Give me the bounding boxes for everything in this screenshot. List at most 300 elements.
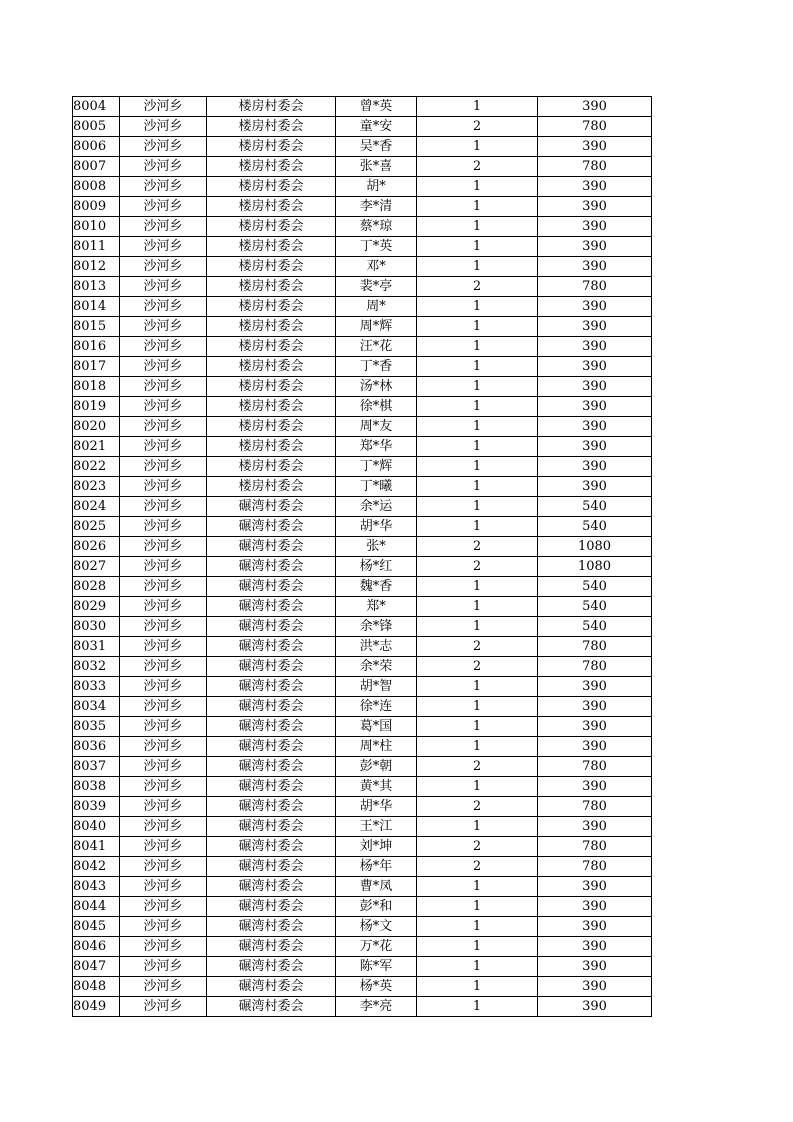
amount-cell: 390 [538,97,652,117]
amount-cell: 390 [538,877,652,897]
name-cell: 徐*连 [336,697,417,717]
table-row [73,197,652,217]
village-committee-cell: 楼房村委会 [207,237,336,257]
table-row [73,297,652,317]
village-committee-cell: 碾湾村委会 [207,557,336,577]
township-cell: 沙河乡 [120,597,207,617]
township-cell: 沙河乡 [120,177,207,197]
township-cell: 沙河乡 [120,277,207,297]
table-row [73,157,652,177]
name-cell: 洪*志 [336,637,417,657]
row-id-cell: 8012 [73,257,120,277]
table-row [73,137,652,157]
township-cell: 沙河乡 [120,497,207,517]
household-count-cell: 1 [417,297,538,317]
household-count-cell: 1 [417,777,538,797]
name-cell: 周*辉 [336,317,417,337]
amount-cell: 390 [538,397,652,417]
township-cell: 沙河乡 [120,677,207,697]
village-committee-cell: 碾湾村委会 [207,817,336,837]
amount-cell: 390 [538,717,652,737]
household-count-cell: 1 [417,617,538,637]
row-id-cell: 8010 [73,217,120,237]
row-id-cell: 8042 [73,857,120,877]
amount-cell: 390 [538,237,652,257]
name-cell: 裴*亭 [336,277,417,297]
row-id-cell: 8007 [73,157,120,177]
village-committee-cell: 楼房村委会 [207,277,336,297]
row-id-cell: 8024 [73,497,120,517]
village-committee-cell: 碾湾村委会 [207,797,336,817]
name-cell: 杨*年 [336,857,417,877]
amount-cell: 780 [538,637,652,657]
name-cell: 胡*智 [336,677,417,697]
township-cell: 沙河乡 [120,997,207,1017]
household-count-cell: 1 [417,917,538,937]
household-count-cell: 1 [417,177,538,197]
row-id-cell: 8027 [73,557,120,577]
table-row [73,577,652,597]
township-cell: 沙河乡 [120,117,207,137]
township-cell: 沙河乡 [120,437,207,457]
amount-cell: 390 [538,137,652,157]
township-cell: 沙河乡 [120,577,207,597]
table-row [73,717,652,737]
household-count-cell: 2 [417,797,538,817]
amount-cell: 390 [538,897,652,917]
row-id-cell: 8022 [73,457,120,477]
row-id-cell: 8029 [73,597,120,617]
name-cell: 刘*坤 [336,837,417,857]
amount-cell: 390 [538,217,652,237]
household-count-cell: 1 [417,97,538,117]
village-committee-cell: 楼房村委会 [207,217,336,237]
township-cell: 沙河乡 [120,957,207,977]
amount-cell: 540 [538,617,652,637]
township-cell: 沙河乡 [120,977,207,997]
household-count-cell: 1 [417,417,538,437]
village-committee-cell: 碾湾村委会 [207,997,336,1017]
name-cell: 李*亮 [336,997,417,1017]
name-cell: 童*安 [336,117,417,137]
row-id-cell: 8033 [73,677,120,697]
name-cell: 张* [336,537,417,557]
village-committee-cell: 碾湾村委会 [207,897,336,917]
household-count-cell: 1 [417,237,538,257]
table-row [73,177,652,197]
name-cell: 吴*香 [336,137,417,157]
name-cell: 彭*朝 [336,757,417,777]
name-cell: 杨*红 [336,557,417,577]
village-committee-cell: 碾湾村委会 [207,977,336,997]
amount-cell: 390 [538,337,652,357]
amount-cell: 390 [538,477,652,497]
township-cell: 沙河乡 [120,517,207,537]
table-row [73,97,652,117]
household-count-cell: 1 [417,957,538,977]
table-row [73,957,652,977]
row-id-cell: 8047 [73,957,120,977]
household-count-cell: 1 [417,137,538,157]
township-cell: 沙河乡 [120,757,207,777]
amount-cell: 390 [538,697,652,717]
household-count-cell: 1 [417,377,538,397]
township-cell: 沙河乡 [120,897,207,917]
township-cell: 沙河乡 [120,877,207,897]
household-count-cell: 1 [417,317,538,337]
household-count-cell: 1 [417,677,538,697]
row-id-cell: 8020 [73,417,120,437]
beneficiary-table [72,96,652,1017]
amount-cell: 390 [538,957,652,977]
household-count-cell: 1 [417,937,538,957]
name-cell: 胡*华 [336,517,417,537]
row-id-cell: 8034 [73,697,120,717]
village-committee-cell: 楼房村委会 [207,437,336,457]
household-count-cell: 1 [417,977,538,997]
village-committee-cell: 楼房村委会 [207,117,336,137]
household-count-cell: 2 [417,757,538,777]
township-cell: 沙河乡 [120,457,207,477]
amount-cell: 390 [538,997,652,1017]
row-id-cell: 8025 [73,517,120,537]
village-committee-cell: 楼房村委会 [207,337,336,357]
village-committee-cell: 碾湾村委会 [207,577,336,597]
village-committee-cell: 碾湾村委会 [207,617,336,637]
table-row [73,357,652,377]
table-row [73,537,652,557]
village-committee-cell: 碾湾村委会 [207,837,336,857]
village-committee-cell: 楼房村委会 [207,317,336,337]
village-committee-cell: 碾湾村委会 [207,857,336,877]
township-cell: 沙河乡 [120,97,207,117]
township-cell: 沙河乡 [120,937,207,957]
row-id-cell: 8049 [73,997,120,1017]
village-committee-cell: 楼房村委会 [207,137,336,157]
name-cell: 李*清 [336,197,417,217]
table-row [73,557,652,577]
row-id-cell: 8005 [73,117,120,137]
household-count-cell: 1 [417,737,538,757]
township-cell: 沙河乡 [120,537,207,557]
household-count-cell: 2 [417,277,538,297]
table-body [73,97,652,1017]
village-committee-cell: 碾湾村委会 [207,517,336,537]
name-cell: 杨*英 [336,977,417,997]
table-row [73,737,652,757]
amount-cell: 540 [538,597,652,617]
name-cell: 邓* [336,257,417,277]
table-row [73,237,652,257]
name-cell: 郑* [336,597,417,617]
amount-cell: 780 [538,117,652,137]
name-cell: 余*荣 [336,657,417,677]
table-row [73,877,652,897]
amount-cell: 1080 [538,557,652,577]
table-row [73,917,652,937]
amount-cell: 390 [538,777,652,797]
table-row [73,317,652,337]
township-cell: 沙河乡 [120,137,207,157]
table-row [73,437,652,457]
table-row [73,597,652,617]
amount-cell: 390 [538,917,652,937]
household-count-cell: 1 [417,717,538,737]
name-cell: 汪*花 [336,337,417,357]
table-row [73,937,652,957]
household-count-cell: 1 [417,197,538,217]
row-id-cell: 8004 [73,97,120,117]
amount-cell: 1080 [538,537,652,557]
township-cell: 沙河乡 [120,237,207,257]
village-committee-cell: 碾湾村委会 [207,657,336,677]
name-cell: 黄*其 [336,777,417,797]
name-cell: 丁*曦 [336,477,417,497]
village-committee-cell: 碾湾村委会 [207,757,336,777]
row-id-cell: 8019 [73,397,120,417]
amount-cell: 390 [538,177,652,197]
amount-cell: 390 [538,297,652,317]
township-cell: 沙河乡 [120,197,207,217]
village-committee-cell: 碾湾村委会 [207,777,336,797]
name-cell: 周*友 [336,417,417,437]
household-count-cell: 1 [417,217,538,237]
table-row [73,417,652,437]
village-committee-cell: 楼房村委会 [207,257,336,277]
row-id-cell: 8016 [73,337,120,357]
village-committee-cell: 楼房村委会 [207,477,336,497]
village-committee-cell: 碾湾村委会 [207,537,336,557]
row-id-cell: 8014 [73,297,120,317]
amount-cell: 390 [538,197,652,217]
amount-cell: 780 [538,757,652,777]
name-cell: 胡* [336,177,417,197]
name-cell: 丁*辉 [336,457,417,477]
amount-cell: 390 [538,817,652,837]
amount-cell: 390 [538,937,652,957]
table-row [73,377,652,397]
amount-cell: 390 [538,257,652,277]
household-count-cell: 1 [417,397,538,417]
row-id-cell: 8008 [73,177,120,197]
township-cell: 沙河乡 [120,657,207,677]
table-row [73,517,652,537]
village-committee-cell: 碾湾村委会 [207,637,336,657]
amount-cell: 390 [538,457,652,477]
township-cell: 沙河乡 [120,297,207,317]
row-id-cell: 8017 [73,357,120,377]
village-committee-cell: 楼房村委会 [207,417,336,437]
row-id-cell: 8023 [73,477,120,497]
village-committee-cell: 楼房村委会 [207,297,336,317]
village-committee-cell: 楼房村委会 [207,377,336,397]
village-committee-cell: 楼房村委会 [207,457,336,477]
household-count-cell: 1 [417,817,538,837]
table-row [73,477,652,497]
name-cell: 葛*国 [336,717,417,737]
household-count-cell: 2 [417,157,538,177]
township-cell: 沙河乡 [120,617,207,637]
row-id-cell: 8041 [73,837,120,857]
amount-cell: 390 [538,417,652,437]
row-id-cell: 8018 [73,377,120,397]
name-cell: 万*花 [336,937,417,957]
row-id-cell: 8013 [73,277,120,297]
row-id-cell: 8015 [73,317,120,337]
amount-cell: 390 [538,977,652,997]
village-committee-cell: 碾湾村委会 [207,937,336,957]
township-cell: 沙河乡 [120,817,207,837]
household-count-cell: 1 [417,997,538,1017]
township-cell: 沙河乡 [120,397,207,417]
table-row [73,757,652,777]
household-count-cell: 1 [417,697,538,717]
table-row [73,997,652,1017]
household-count-cell: 1 [417,457,538,477]
row-id-cell: 8046 [73,937,120,957]
township-cell: 沙河乡 [120,217,207,237]
name-cell: 魏*香 [336,577,417,597]
township-cell: 沙河乡 [120,797,207,817]
village-committee-cell: 楼房村委会 [207,97,336,117]
amount-cell: 390 [538,437,652,457]
name-cell: 曾*英 [336,97,417,117]
township-cell: 沙河乡 [120,317,207,337]
amount-cell: 540 [538,577,652,597]
table-row [73,217,652,237]
household-count-cell: 1 [417,897,538,917]
village-committee-cell: 碾湾村委会 [207,957,336,977]
name-cell: 胡*华 [336,797,417,817]
table-row [73,977,652,997]
row-id-cell: 8039 [73,797,120,817]
amount-cell: 780 [538,797,652,817]
name-cell: 曹*凤 [336,877,417,897]
table-row [73,797,652,817]
row-id-cell: 8037 [73,757,120,777]
name-cell: 汤*林 [336,377,417,397]
name-cell: 丁*香 [336,357,417,377]
household-count-cell: 1 [417,597,538,617]
village-committee-cell: 楼房村委会 [207,357,336,377]
row-id-cell: 8043 [73,877,120,897]
amount-cell: 780 [538,277,652,297]
village-committee-cell: 碾湾村委会 [207,917,336,937]
household-count-cell: 1 [417,517,538,537]
name-cell: 彭*和 [336,897,417,917]
row-id-cell: 8044 [73,897,120,917]
township-cell: 沙河乡 [120,337,207,357]
table-row [73,637,652,657]
township-cell: 沙河乡 [120,737,207,757]
household-count-cell: 1 [417,337,538,357]
village-committee-cell: 楼房村委会 [207,397,336,417]
amount-cell: 780 [538,857,652,877]
township-cell: 沙河乡 [120,557,207,577]
township-cell: 沙河乡 [120,157,207,177]
name-cell: 徐*棋 [336,397,417,417]
village-committee-cell: 碾湾村委会 [207,597,336,617]
amount-cell: 390 [538,357,652,377]
township-cell: 沙河乡 [120,357,207,377]
table-row [73,257,652,277]
table-row [73,117,652,137]
row-id-cell: 8021 [73,437,120,457]
table-row [73,857,652,877]
table-row [73,617,652,637]
row-id-cell: 8006 [73,137,120,157]
row-id-cell: 8011 [73,237,120,257]
row-id-cell: 8040 [73,817,120,837]
table-row [73,697,652,717]
name-cell: 周* [336,297,417,317]
amount-cell: 390 [538,377,652,397]
table-row [73,497,652,517]
table-row [73,657,652,677]
village-committee-cell: 楼房村委会 [207,197,336,217]
household-count-cell: 2 [417,857,538,877]
township-cell: 沙河乡 [120,417,207,437]
row-id-cell: 8045 [73,917,120,937]
table-row [73,277,652,297]
row-id-cell: 8028 [73,577,120,597]
amount-cell: 780 [538,837,652,857]
table-row [73,397,652,417]
township-cell: 沙河乡 [120,717,207,737]
household-count-cell: 2 [417,557,538,577]
name-cell: 陈*军 [336,957,417,977]
household-count-cell: 1 [417,257,538,277]
amount-cell: 540 [538,497,652,517]
household-count-cell: 2 [417,117,538,137]
row-id-cell: 8009 [73,197,120,217]
name-cell: 蔡*琼 [336,217,417,237]
table-row [73,457,652,477]
amount-cell: 540 [538,517,652,537]
row-id-cell: 8048 [73,977,120,997]
name-cell: 杨*文 [336,917,417,937]
name-cell: 周*柱 [336,737,417,757]
name-cell: 余*锋 [336,617,417,637]
table-row [73,777,652,797]
row-id-cell: 8030 [73,617,120,637]
table-row [73,817,652,837]
name-cell: 郑*华 [336,437,417,457]
household-count-cell: 2 [417,537,538,557]
household-count-cell: 1 [417,477,538,497]
township-cell: 沙河乡 [120,377,207,397]
row-id-cell: 8031 [73,637,120,657]
amount-cell: 390 [538,737,652,757]
village-committee-cell: 楼房村委会 [207,157,336,177]
amount-cell: 780 [538,657,652,677]
household-count-cell: 2 [417,657,538,677]
amount-cell: 780 [538,157,652,177]
village-committee-cell: 楼房村委会 [207,177,336,197]
table-row [73,677,652,697]
township-cell: 沙河乡 [120,477,207,497]
table-row [73,837,652,857]
township-cell: 沙河乡 [120,777,207,797]
row-id-cell: 8032 [73,657,120,677]
row-id-cell: 8038 [73,777,120,797]
table-row [73,337,652,357]
household-count-cell: 1 [417,577,538,597]
table-row [73,897,652,917]
name-cell: 余*运 [336,497,417,517]
amount-cell: 390 [538,317,652,337]
township-cell: 沙河乡 [120,697,207,717]
